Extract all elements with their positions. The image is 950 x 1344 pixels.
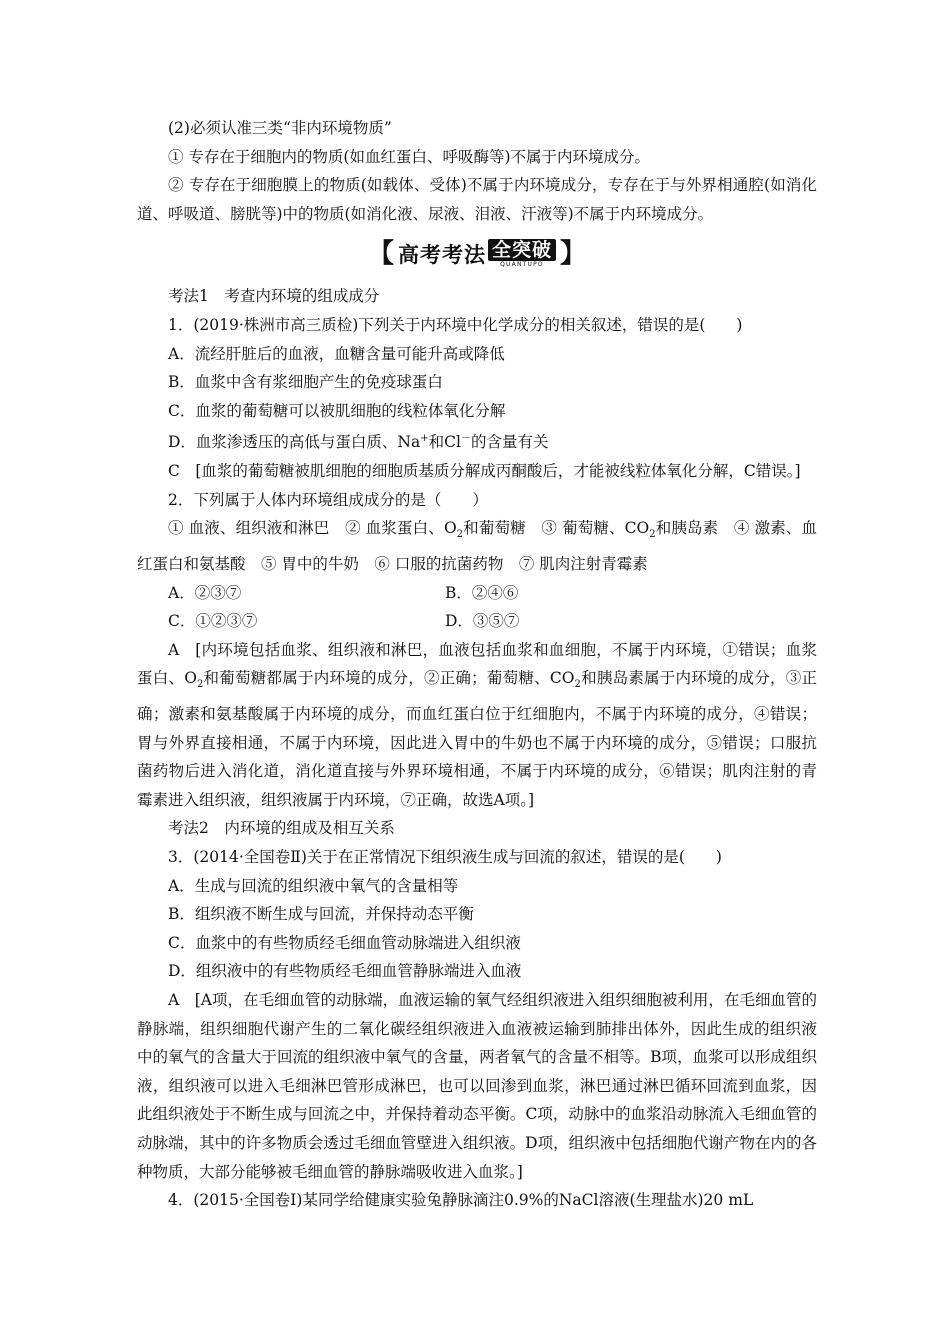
q3-answer: A [A项，在毛细血管的动脉端，血液运输的氧气经组织液进入组织细胞被利用，在毛细血管的静脉端，组织细胞代谢产生的二氧化碳经组织液进入血液被运输到肺排出体外，因此生成的组织液中的氧气的含量大于回流的组织液中氧气的含量，两者氧气的含量不相等。B项，血浆可以形成组织液，组织液可以进入毛细淋巴管形成淋巴，也可以回渗到血浆，淋巴通过淋巴循环回流到血浆，因此组织液处于不断生成与回流之中，并保持着动态平衡。C项，动脉中的血浆沿动脉流入毛细血管的动脉端，其中的许多物质会透过毛细血管壁进入组织液。D项，组织液中包括细胞代谢产物在内的各种物质，大部分能够被毛细血管的静脉端吸收进入血浆。]: [137, 990, 817, 1181]
q1-option-b: B．血浆中含有浆细胞产生的免疫球蛋白: [168, 373, 443, 392]
q2-items-text-1: ① 血液、组织液和淋巴 ② 血浆蛋白、O: [168, 519, 457, 538]
banner-title: 高考考法: [397, 243, 486, 268]
banner-logo: [488, 239, 556, 269]
q2-option-a: A．②③⑦: [168, 583, 242, 602]
q2-answer-text-2: 和葡萄糖都属于内环境的成分，②正确；葡萄糖、CO: [203, 669, 575, 688]
intro-heading: (2)必须认准三类“非内环境物质”: [168, 119, 392, 137]
q3-option-a: A．生成与回流的组织液中氧气的含量相等: [168, 876, 459, 895]
banner-logo-text: 全突破: [488, 239, 556, 261]
q2-answer-sub-1: 2: [196, 679, 204, 691]
q1-stem: 1．(2019·株洲市高三质检)下列关于内环境中化学成分的相关叙述，错误的是( ): [168, 315, 743, 334]
q1-option-d-text-2: 和Cl: [428, 433, 461, 452]
q1-option-d: [137, 425, 817, 457]
intro-point-2: ② 专存在于细胞膜上的物质(如载体、受体)不属于内环境成分，专存在于与外界相通腔(如消化道、呼吸道、膀胱等)中的物质(如消化液、尿液、泪液、汗液等)不属于内环境成分。: [137, 176, 817, 223]
q2-answer-text-1: A [内环境包括血浆、组织液和淋巴，血液包括血浆和血细胞，不属于内环境，①错误；血浆蛋白、O: [137, 640, 817, 688]
banner-open-bracket: 【: [367, 239, 394, 270]
section-2-title: 考法2 内环境的组成及相互关系: [168, 819, 395, 838]
q2-answer-text-3: 和胰岛素属于内环境的成分，③正确；激素和氨基酸属于内环境的成分，而血红蛋白位于红细胞内，不属于内环境的成分，④错误；胃与外界直接相通，不属于内环境，因此进入胃中的牛奶也不属于内环境的成分，⑤错误；口服抗菌药物后进入消化道，消化道直接与外界环境相通，不属于内环境的成分，⑥错误；肌肉注射的青霉素进入组织液，组织液属于内环境，⑦正确，故选A项。]: [137, 669, 817, 809]
banner-close-bracket: 】: [560, 239, 587, 270]
q3-option-d: D．组织液中的有些物质经毛细血管静脉端进入血液: [168, 962, 522, 981]
q2-stem: 2．下列属于人体内环境组成成分的是（ ）: [168, 490, 488, 509]
q3-option-b: B．组织液不断生成与回流，并保持动态平衡: [168, 905, 474, 924]
q2-option-b: B．②④⑥: [445, 583, 519, 602]
q1-option-d-sup-1: +: [420, 433, 429, 445]
q3-option-c: C．血浆中的有些物质经毛细血管动脉端进入组织液: [168, 933, 521, 952]
q2-option-d: D．③⑤⑦: [445, 612, 520, 631]
q1-option-d-text-3: 的含量有关: [470, 433, 549, 452]
section-1-title: 考法1 考查内环境的组成成分: [168, 287, 380, 306]
q2-items-text-2: 和葡萄糖 ③ 葡萄糖、CO: [463, 519, 650, 538]
document-page: [137, 114, 817, 1215]
q1-option-d-text-1: D．血浆渗透压的高低与蛋白质、Na: [168, 433, 421, 452]
q4-stem: 4．(2015·全国卷Ⅰ)某同学给健康实验兔静脉滴注0.9%的NaCl溶液(生理盐水)20 mL: [168, 1191, 754, 1210]
q2-items-sub-2: 2: [649, 529, 656, 541]
q2-options-row-1: [137, 579, 817, 608]
section-banner: [137, 234, 817, 274]
q1-answer: C [血浆的葡萄糖被肌细胞的细胞质基质分解成丙酮酸后，才能被线粒体氧化分解，C错误。]: [168, 462, 801, 481]
q2-items-sub-1: 2: [456, 529, 464, 541]
q1-option-a: A．流经肝脏后的血液，血糖含量可能升高或降低: [168, 344, 505, 363]
q2-answer-sub-2: 2: [574, 679, 581, 691]
q1-option-c: C．血浆的葡萄糖可以被肌细胞的线粒体氧化分解: [168, 401, 506, 420]
q2-option-c: C．①②③⑦: [168, 612, 258, 631]
q2-items: [137, 514, 817, 578]
intro-point-1: ① 专存在于细胞内的物质(如血红蛋白、呼吸酶等)不属于内环境成分。: [168, 147, 651, 166]
q1-option-d-sup-2: －: [460, 433, 471, 445]
q2-options-row-2: [137, 607, 817, 636]
q3-stem: 3．(2014·全国卷Ⅱ)关于在正常情况下组织液生成与回流的叙述，错误的是( ): [168, 848, 722, 866]
q2-items-text-3: 和胰岛素 ④ 激素、血红蛋白和氨基酸 ⑤ 胃中的牛奶 ⑥ 口服的抗菌药物 ⑦ 肌肉注射青霉素: [137, 519, 817, 573]
q2-answer: [137, 636, 817, 815]
banner-logo-subtext: QUANTUPO: [500, 261, 544, 269]
